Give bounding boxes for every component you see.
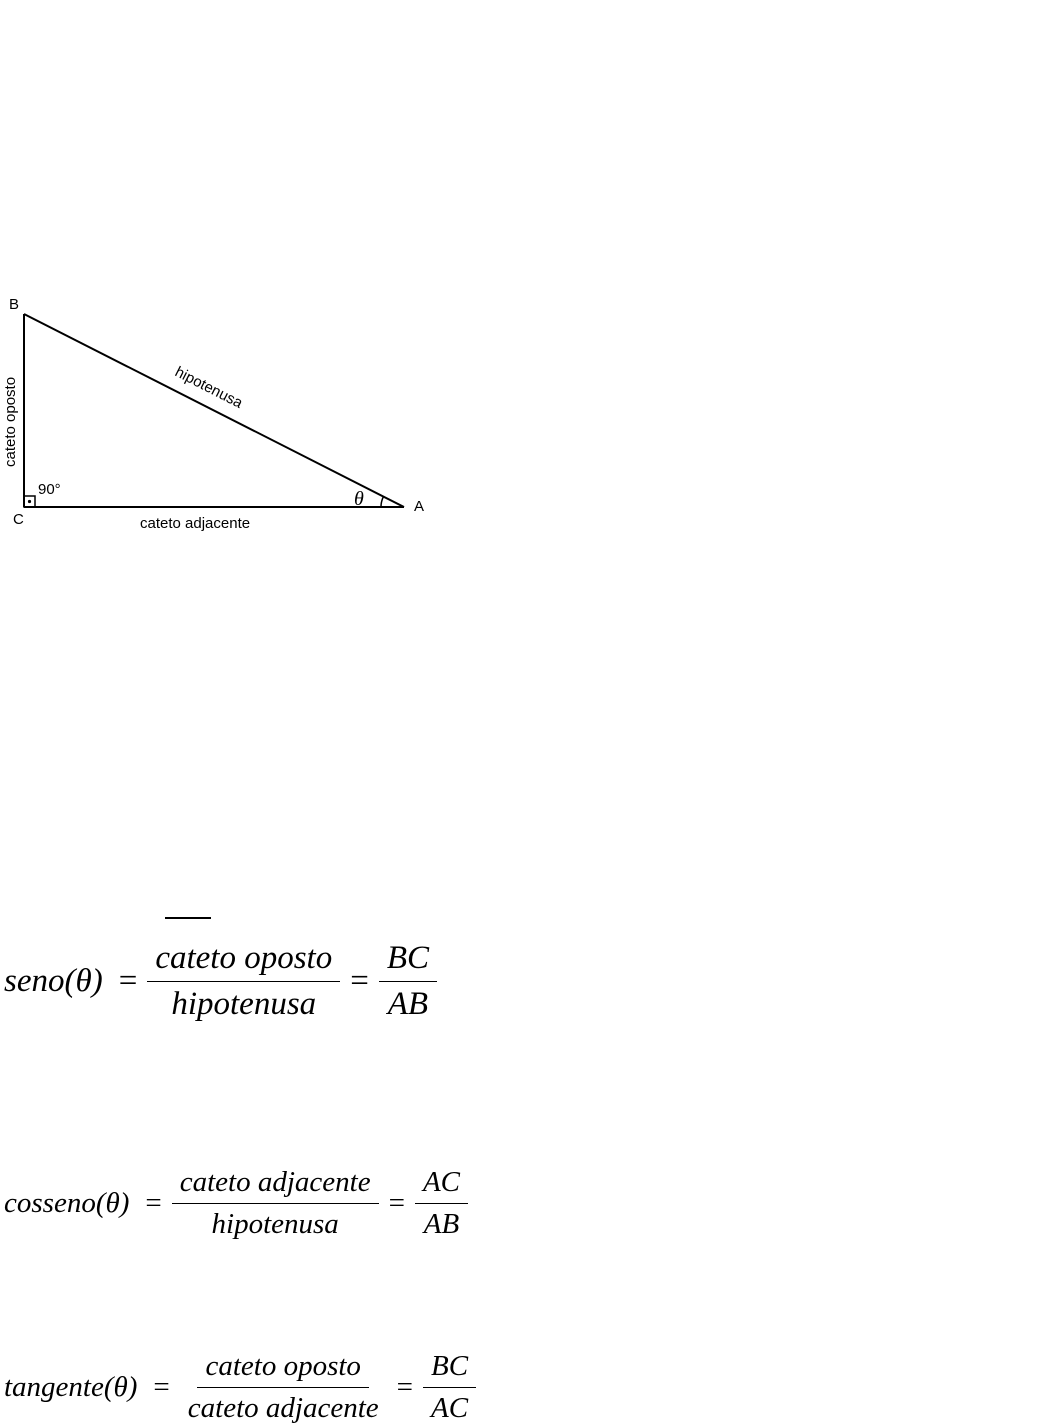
right-angle-label: 90° [38, 481, 61, 498]
sine-formula [4, 940, 437, 1023]
sine-denominator: hipotenusa [171, 986, 317, 1022]
equals-sign: = [145, 1187, 162, 1219]
angle-theta-label: θ [354, 488, 364, 510]
tangent-numerator: cateto oposto [197, 1350, 368, 1388]
tangent-segment-numerator: BC [423, 1350, 476, 1388]
equals-sign: = [350, 963, 369, 999]
sine-lhs: seno(θ) [4, 963, 103, 999]
tangent-segment-denominator: AC [430, 1392, 469, 1424]
equals-sign: = [153, 1371, 170, 1403]
side-ab [24, 314, 404, 507]
equals-sign: = [388, 1187, 405, 1219]
cosine-numerator: cateto adjacente [172, 1166, 379, 1204]
hypotenuse-label: hipotenusa [172, 363, 246, 412]
equals-sign: = [396, 1371, 413, 1403]
sine-word-fraction [147, 940, 340, 1023]
right-triangle-diagram [0, 0, 460, 560]
side-adjacent-label: cateto adjacente [140, 515, 251, 532]
equals-sign: = [118, 963, 138, 999]
tangent-formula [4, 1350, 476, 1425]
vertex-label-a: A [414, 498, 425, 515]
tangent-segment-fraction [423, 1350, 476, 1425]
side-opposite-label: cateto oposto [2, 376, 19, 467]
cosine-segment-denominator: AB [423, 1208, 460, 1240]
cosine-lhs: cosseno(θ) [4, 1187, 130, 1219]
sine-segment-numerator: BC [379, 940, 437, 982]
cosine-word-fraction [172, 1166, 379, 1241]
angle-arc [381, 497, 384, 508]
tangent-word-fraction [180, 1350, 387, 1425]
cosine-formula [4, 1166, 468, 1241]
tangent-denominator: cateto adjacente [187, 1392, 379, 1424]
cosine-segment-numerator: AC [415, 1166, 468, 1204]
cosine-denominator: hipotenusa [211, 1208, 339, 1240]
sine-segment-fraction [379, 940, 437, 1023]
tangent-lhs: tangente(θ) [4, 1371, 138, 1403]
sine-segment-denominator: AB [387, 986, 429, 1022]
overbar-mark [165, 917, 211, 919]
right-angle-dot [28, 500, 31, 503]
vertex-label-c: C [13, 511, 24, 528]
vertex-label-b: B [9, 296, 20, 313]
cosine-segment-fraction [415, 1166, 468, 1241]
sine-numerator: cateto oposto [147, 940, 340, 982]
